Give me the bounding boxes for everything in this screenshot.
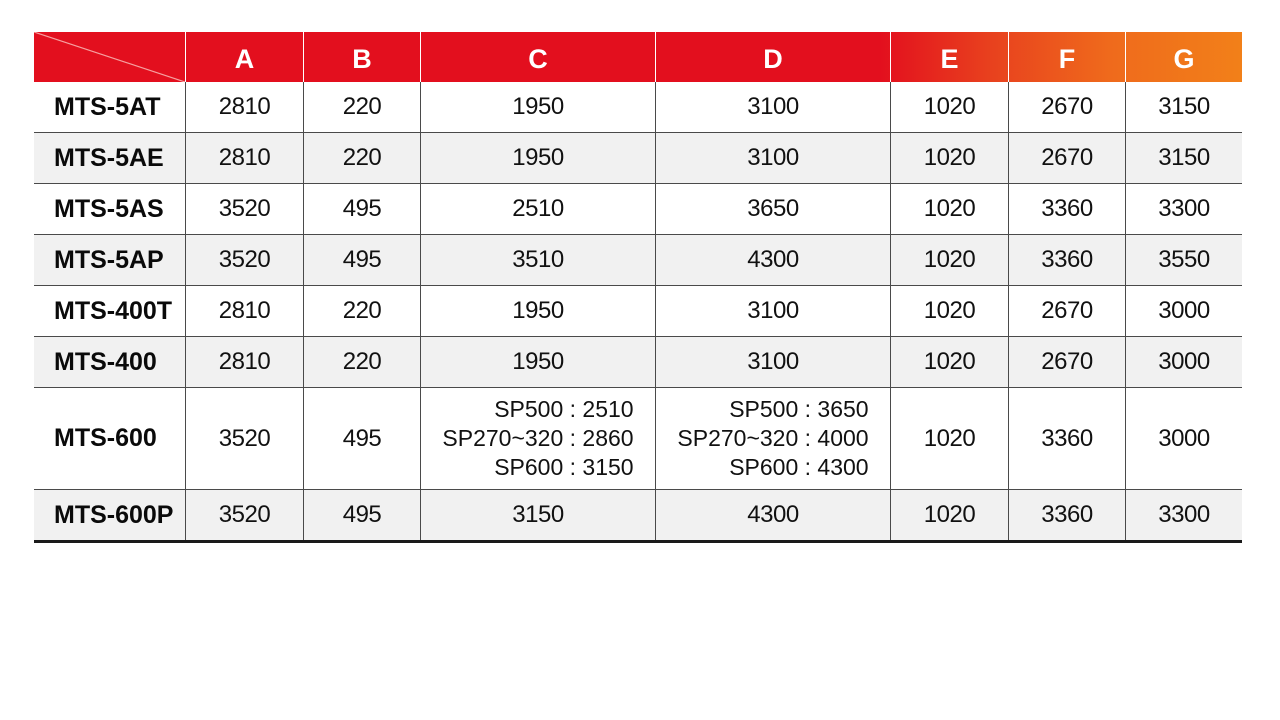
cell-c (420, 388, 655, 489)
table-row (34, 286, 1242, 337)
cell-e: 1020 (890, 82, 1008, 132)
cell-b: 220 (303, 133, 420, 183)
cell-b: 495 (303, 388, 420, 489)
cell-g: 3000 (1125, 388, 1242, 489)
cell-b: 220 (303, 82, 420, 132)
header-col-c: C (420, 32, 655, 82)
model-name: MTS-400 (54, 347, 157, 376)
cell-a: 3520 (185, 490, 303, 540)
cell-b: 495 (303, 184, 420, 234)
cell-d: 4300 (655, 235, 890, 285)
model-name: MTS-5AE (54, 143, 164, 172)
cell-e: 1020 (890, 286, 1008, 336)
cell-a: 2810 (185, 286, 303, 336)
cell-d: 3100 (655, 337, 890, 387)
cell-b: 220 (303, 286, 420, 336)
header-col-a: A (185, 32, 303, 82)
cell-e: 1020 (890, 388, 1008, 489)
cell-a: 2810 (185, 337, 303, 387)
cell-f: 2670 (1008, 82, 1125, 132)
cell-a: 2810 (185, 133, 303, 183)
cell-e: 1020 (890, 490, 1008, 540)
cell-b: 495 (303, 490, 420, 540)
cell-g: 3300 (1125, 184, 1242, 234)
table-row (34, 490, 1242, 543)
cell-d-line: SP500 : 3650 (729, 396, 869, 422)
cell-a: 3520 (185, 388, 303, 489)
model-name: MTS-5AS (54, 194, 164, 223)
header-col-d: D (655, 32, 890, 82)
table-row (34, 388, 1242, 490)
cell-f: 2670 (1008, 133, 1125, 183)
cell-d: 3650 (655, 184, 890, 234)
model-name: MTS-5AP (54, 245, 164, 274)
cell-a: 2810 (185, 82, 303, 132)
cell-g: 3150 (1125, 82, 1242, 132)
model-name: MTS-600 (54, 424, 157, 452)
cell-c: 1950 (420, 133, 655, 183)
cell-f: 3360 (1008, 388, 1125, 489)
cell-d-line: SP270~320 : 4000 (677, 425, 869, 451)
table-header (34, 32, 1242, 82)
cell-b: 495 (303, 235, 420, 285)
cell-e: 1020 (890, 184, 1008, 234)
cell-a: 3520 (185, 184, 303, 234)
cell-c-line: SP270~320 : 2860 (442, 425, 634, 451)
cell-d-lines (677, 395, 868, 482)
table-row (34, 184, 1242, 235)
header-col-g: G (1125, 32, 1242, 82)
header-col-b: B (303, 32, 420, 82)
cell-c: 1950 (420, 82, 655, 132)
cell-f: 3360 (1008, 235, 1125, 285)
cell-c: 1950 (420, 337, 655, 387)
cell-c-lines (442, 395, 633, 482)
model-name: MTS-400T (54, 296, 173, 325)
table-row (34, 337, 1242, 388)
cell-e: 1020 (890, 133, 1008, 183)
table-row (34, 133, 1242, 184)
cell-g: 3150 (1125, 133, 1242, 183)
header-col-e: E (890, 32, 1008, 82)
model-name: MTS-5AT (54, 92, 161, 121)
cell-e: 1020 (890, 337, 1008, 387)
table-row (34, 82, 1242, 133)
cell-g: 3000 (1125, 337, 1242, 387)
cell-c: 2510 (420, 184, 655, 234)
cell-a: 3520 (185, 235, 303, 285)
cell-c-line: SP500 : 2510 (494, 396, 634, 422)
cell-d: 3100 (655, 133, 890, 183)
cell-d: 4300 (655, 490, 890, 540)
table-row (34, 235, 1242, 286)
cell-d: 3100 (655, 82, 890, 132)
cell-d (655, 388, 890, 489)
cell-c: 3150 (420, 490, 655, 540)
model-name: MTS-600P (54, 500, 174, 529)
cell-f: 3360 (1008, 184, 1125, 234)
cell-g: 3000 (1125, 286, 1242, 336)
cell-e: 1020 (890, 235, 1008, 285)
cell-f: 2670 (1008, 286, 1125, 336)
cell-g: 3550 (1125, 235, 1242, 285)
cell-f: 3360 (1008, 490, 1125, 540)
cell-g: 3300 (1125, 490, 1242, 540)
cell-c: 3510 (420, 235, 655, 285)
cell-b: 220 (303, 337, 420, 387)
header-col-f: F (1008, 32, 1125, 82)
diagonal-corner-cell (34, 32, 185, 82)
cell-c-line: SP600 : 3150 (494, 454, 634, 480)
cell-c: 1950 (420, 286, 655, 336)
cell-f: 2670 (1008, 337, 1125, 387)
spec-table (34, 32, 1242, 543)
cell-d-line: SP600 : 4300 (729, 454, 869, 480)
cell-d: 3100 (655, 286, 890, 336)
